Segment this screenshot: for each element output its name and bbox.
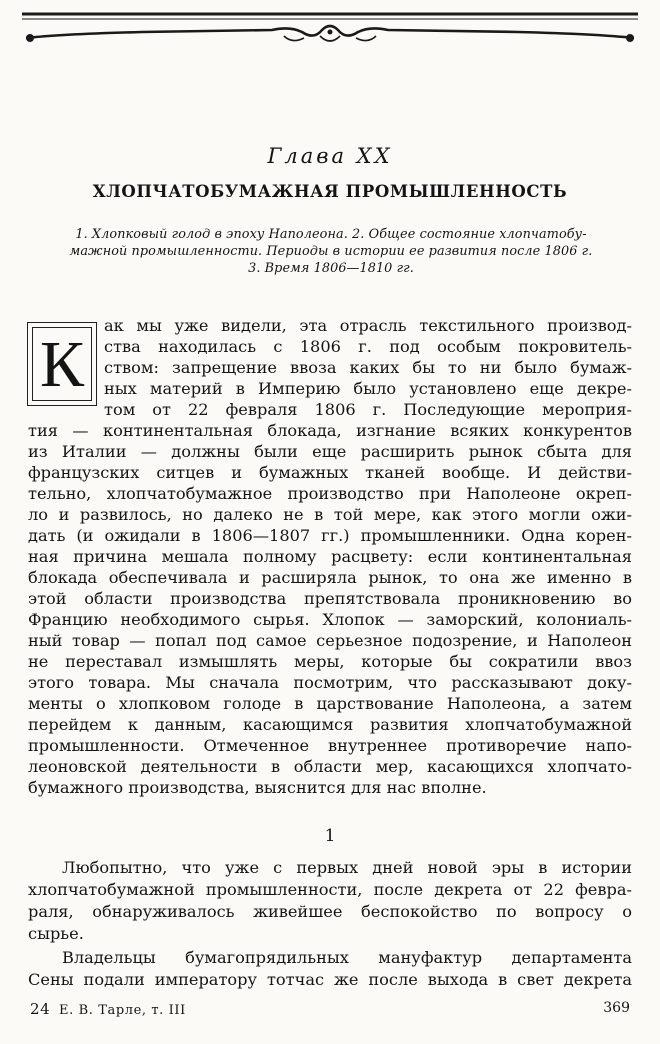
text-line: из Италии — должны были еще расширить рынок сбыта для xyxy=(28,442,632,461)
text-line: сырье. xyxy=(28,924,84,943)
text-line: этой области производства препятствовала проникновению во xyxy=(28,589,632,608)
text-line: Францию необходимого сырья. Хлопок — заморский, колониаль- xyxy=(28,610,632,629)
synopsis-line: мажной промышленности. Периоды в истории ее развития после 1806 г. xyxy=(69,244,593,259)
printer-signature xyxy=(30,1000,186,1018)
text-line: этого товара. Мы сначала посмотрим, что рассказывают доку- xyxy=(28,673,632,692)
text-line: не переставал измышлять меры, которые бы сократили ввоз xyxy=(28,652,632,671)
synopsis-line: 1. Хлопковый голод в эпоху Наполеона. 2. Общее состояние хлопчатобу- xyxy=(75,227,587,242)
text-line: бумажного производства, выяснится для нас вполне. xyxy=(28,778,487,797)
text-line: раля, обнаруживалось живейшее беспокойство по вопросу о xyxy=(28,902,632,921)
text-line: французских ситцев и бумажных тканей вообще. И действи- xyxy=(28,463,632,482)
text-line: блокада обеспечивала и расширяла рынок, то она же именно в xyxy=(28,568,632,587)
text-line: Любопытно, что уже с первых дней новой эры в истории xyxy=(62,858,632,877)
text-line: перейдем к данным, касающимся развития хлопчатобумажной xyxy=(28,715,632,734)
drop-cap xyxy=(27,322,97,406)
signature-text: Е. В. Тарле, т. III xyxy=(59,1003,186,1018)
text-line: ства находилась с 1806 г. под особым покровитель- xyxy=(104,337,632,356)
drop-cap-letter: К xyxy=(32,327,92,401)
text-line: тельно, хлопчатобумажное производство при Наполеоне окреп- xyxy=(28,484,632,503)
chapter-synopsis xyxy=(44,226,618,277)
header-ornament xyxy=(22,8,638,52)
text-line: ный товар — попал под самое серьезное подозрение, и Наполеон xyxy=(28,631,632,650)
synopsis-line: 3. Время 1806—1810 гг. xyxy=(248,261,414,276)
chapter-number: Глава XX xyxy=(267,144,393,168)
text-line: леоновской деятельности в области мер, касающихся хлопчато- xyxy=(28,757,632,776)
text-line: тия — континентальная блокада, изгнание всяких конкурентов xyxy=(28,421,632,440)
section-number: 1 xyxy=(324,826,336,846)
text-line: ак мы уже видели, эта отрасль текстильного производ- xyxy=(104,316,632,335)
text-line: Владельцы бумагопрядильных мануфактур департамента xyxy=(62,948,632,967)
text-line: ных материй в Империю было установлено еще декре- xyxy=(104,379,632,398)
text-line: менты о хлопковом голоде в царствование Наполеона, а затем xyxy=(28,694,632,713)
text-line: ло и развилось, но далеко не в той мере, как этого могли ожи- xyxy=(28,505,632,524)
text-line: хлопчатобумажной промышленности, после декрета от 22 февра- xyxy=(28,880,632,899)
text-line: том от 22 февраля 1806 г. Последующие мероприя- xyxy=(104,400,632,419)
text-line: дать (и ожидали в 1806—1807 гг.) промышленники. Одна корен- xyxy=(28,526,632,545)
text-line: ством: запрещение ввоза каких бы то ни было бумаж- xyxy=(104,358,632,377)
text-line: ная причина мешала полному расцвету: если континентальная xyxy=(28,547,632,566)
page-number: 369 xyxy=(603,1000,630,1016)
text-line: Сены подали императору тотчас же после выхода в свет декрета xyxy=(28,970,632,989)
chapter-heading: ХЛОПЧАТОБУМАЖНАЯ ПРОМЫШЛЕННОСТЬ xyxy=(92,182,568,201)
text-line: промышленности. Отмеченное внутреннее противоречие напо- xyxy=(28,736,632,755)
signature-number: 24 xyxy=(30,1000,51,1018)
